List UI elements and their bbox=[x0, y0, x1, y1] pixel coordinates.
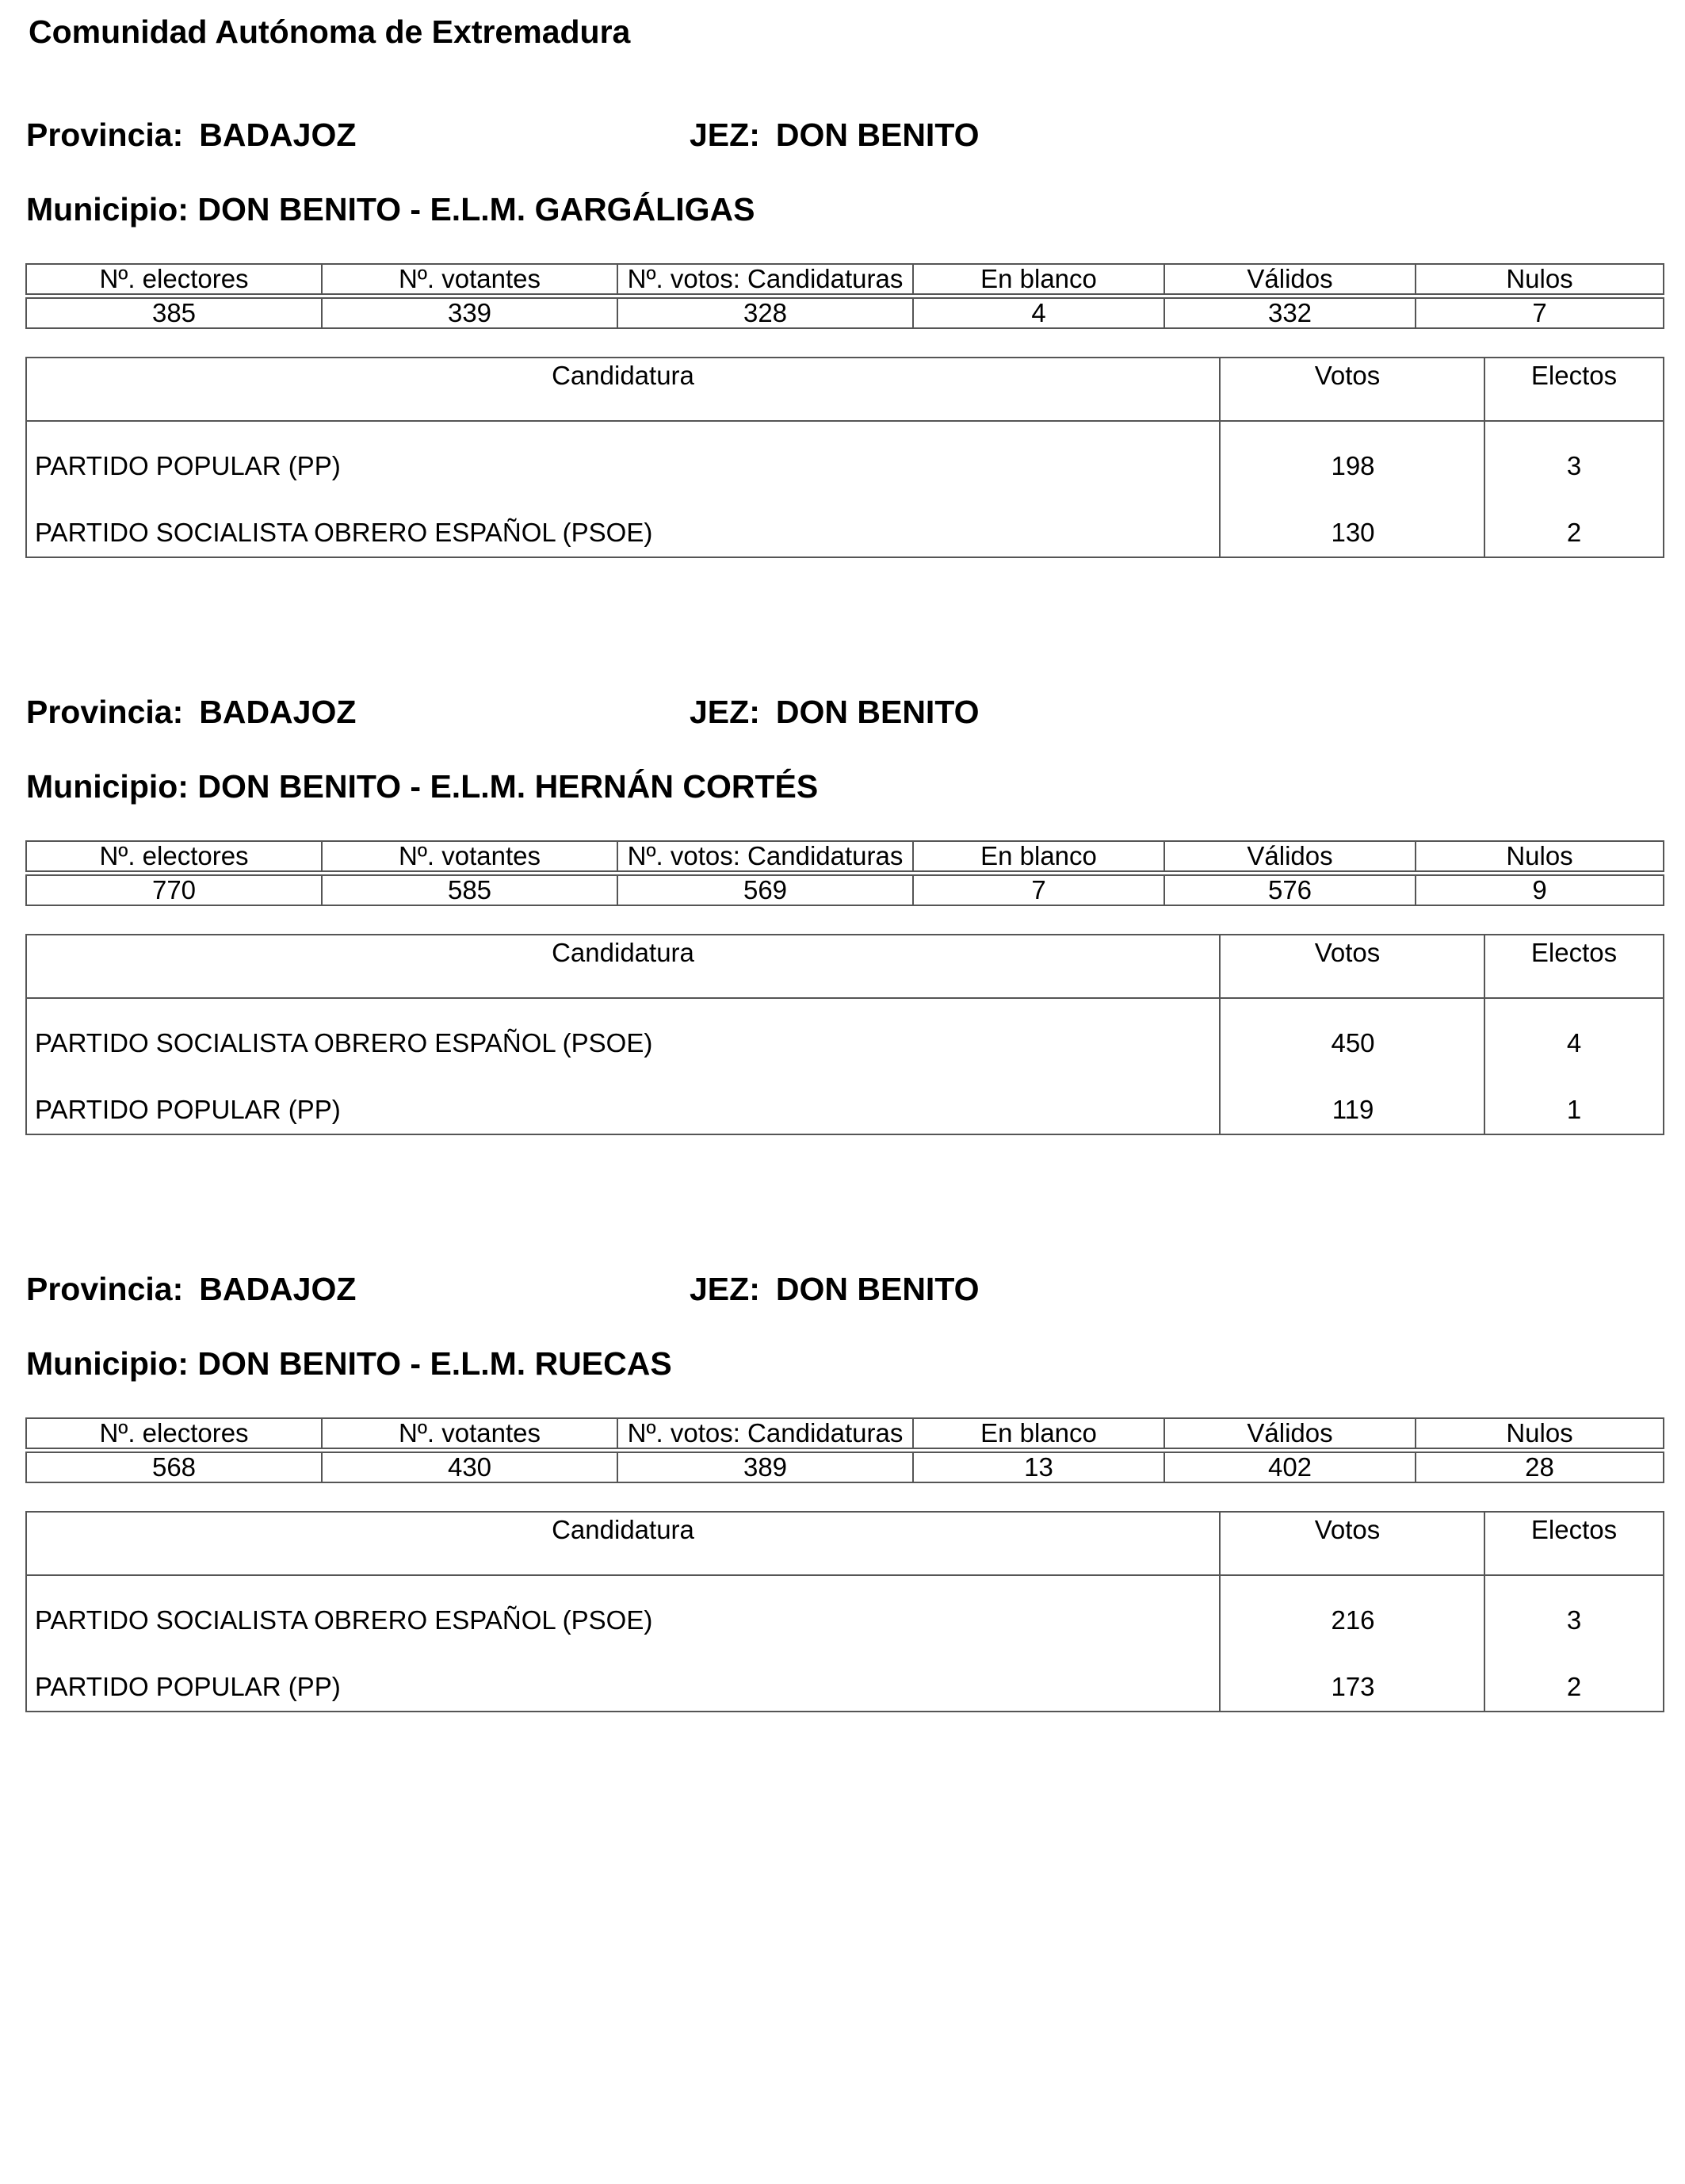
stats-electores: 770 bbox=[27, 876, 323, 905]
municipality-section bbox=[0, 691, 1685, 1262]
stats-header-votantes: Nº. votantes bbox=[323, 265, 618, 293]
stats-votantes: 430 bbox=[323, 1453, 618, 1482]
stats-table bbox=[25, 263, 1663, 328]
stats-electores: 568 bbox=[27, 1453, 323, 1482]
candidate-row bbox=[27, 1597, 1663, 1644]
stats-header-electores: Nº. electores bbox=[27, 842, 323, 870]
stats-nulos: 9 bbox=[1532, 876, 1547, 905]
stats-table bbox=[25, 1417, 1663, 1482]
candidates-table bbox=[25, 1511, 1664, 1712]
candidate-row bbox=[27, 1086, 1663, 1134]
candidate-row bbox=[27, 442, 1663, 490]
candidate-votos: 216 bbox=[1331, 1605, 1375, 1635]
candidate-row bbox=[27, 1663, 1663, 1711]
municipio-value: DON BENITO - E.L.M. RUECAS bbox=[197, 1345, 672, 1382]
municipality-section bbox=[0, 1268, 1685, 1839]
jez-value: DON BENITO bbox=[775, 117, 980, 153]
stats-table bbox=[25, 840, 1663, 905]
stats-header-validos: Válidos bbox=[1165, 1419, 1416, 1448]
provincia-value: BADAJOZ bbox=[199, 117, 357, 153]
stats-header-nulos: Nulos bbox=[1506, 265, 1573, 293]
candidate-votos: 130 bbox=[1331, 518, 1375, 547]
municipio-label: Municipio: bbox=[26, 191, 189, 228]
candidate-votos: 198 bbox=[1331, 451, 1375, 480]
jez-line bbox=[690, 114, 980, 155]
candidates-table bbox=[25, 357, 1664, 558]
municipio-value: DON BENITO - E.L.M. GARGÁLIGAS bbox=[197, 191, 755, 228]
stats-header-nulos: Nulos bbox=[1506, 1419, 1573, 1448]
municipio-line bbox=[26, 1343, 672, 1384]
provincia-value: BADAJOZ bbox=[199, 694, 357, 730]
candidate-electos: 2 bbox=[1566, 518, 1582, 547]
candidate-row bbox=[27, 509, 1663, 557]
provincia-line bbox=[26, 1268, 356, 1310]
stats-value-row bbox=[25, 1452, 1664, 1483]
candidate-name: PARTIDO POPULAR (PP) bbox=[35, 1672, 341, 1701]
candidate-row bbox=[27, 1019, 1663, 1067]
stats-header-votos-candidaturas: Nº. votos: Candidaturas bbox=[618, 1419, 914, 1448]
candidatura-header: Candidatura bbox=[552, 1515, 694, 1544]
stats-votos-candidaturas: 389 bbox=[618, 1453, 914, 1482]
candidate-electos: 3 bbox=[1566, 451, 1582, 480]
jez-line bbox=[690, 1268, 980, 1310]
municipio-value: DON BENITO - E.L.M. HERNÁN CORTÉS bbox=[197, 768, 819, 805]
stats-electores: 385 bbox=[27, 299, 323, 327]
candidatura-header: Candidatura bbox=[552, 361, 694, 390]
stats-votos-candidaturas: 328 bbox=[618, 299, 914, 327]
stats-header-validos: Válidos bbox=[1165, 265, 1416, 293]
municipio-line bbox=[26, 189, 755, 230]
stats-header-en-blanco: En blanco bbox=[914, 265, 1165, 293]
stats-header-votantes: Nº. votantes bbox=[323, 842, 618, 870]
stats-header-validos: Válidos bbox=[1165, 842, 1416, 870]
candidate-electos: 1 bbox=[1566, 1095, 1582, 1124]
candidate-votos: 173 bbox=[1331, 1672, 1375, 1701]
stats-header-votos-candidaturas: Nº. votos: Candidaturas bbox=[618, 265, 914, 293]
provincia-label: Provincia: bbox=[26, 1271, 184, 1307]
candidates-table bbox=[25, 934, 1664, 1135]
candidate-name: PARTIDO SOCIALISTA OBRERO ESPAÑOL (PSOE) bbox=[35, 1605, 653, 1635]
stats-validos: 576 bbox=[1165, 876, 1416, 905]
stats-en-blanco: 4 bbox=[914, 299, 1165, 327]
votos-header: Votos bbox=[1314, 361, 1381, 390]
provincia-line bbox=[26, 691, 356, 732]
document-title: Comunidad Autónoma de Extremadura bbox=[29, 13, 631, 50]
jez-value: DON BENITO bbox=[775, 694, 980, 730]
stats-votantes: 339 bbox=[323, 299, 618, 327]
electos-header: Electos bbox=[1530, 361, 1618, 390]
stats-nulos: 7 bbox=[1532, 299, 1547, 327]
candidate-name: PARTIDO SOCIALISTA OBRERO ESPAÑOL (PSOE) bbox=[35, 1028, 653, 1058]
stats-validos: 332 bbox=[1165, 299, 1416, 327]
jez-label: JEZ: bbox=[690, 694, 760, 730]
stats-validos: 402 bbox=[1165, 1453, 1416, 1482]
jez-label: JEZ: bbox=[690, 1271, 760, 1307]
header-divider bbox=[27, 997, 1663, 999]
votos-header: Votos bbox=[1314, 938, 1381, 967]
stats-nulos: 28 bbox=[1525, 1453, 1554, 1482]
municipio-label: Municipio: bbox=[26, 768, 189, 805]
provincia-value: BADAJOZ bbox=[199, 1271, 357, 1307]
stats-header-votos-candidaturas: Nº. votos: Candidaturas bbox=[618, 842, 914, 870]
electos-header: Electos bbox=[1530, 1515, 1618, 1544]
candidate-electos: 2 bbox=[1566, 1672, 1582, 1701]
provincia-label: Provincia: bbox=[26, 694, 184, 730]
candidate-name: PARTIDO SOCIALISTA OBRERO ESPAÑOL (PSOE) bbox=[35, 518, 653, 547]
stats-votantes: 585 bbox=[323, 876, 618, 905]
stats-value-row bbox=[25, 874, 1664, 906]
stats-header-electores: Nº. electores bbox=[27, 1419, 323, 1448]
stats-header-row bbox=[25, 263, 1664, 295]
candidate-electos: 3 bbox=[1566, 1605, 1582, 1635]
votos-header: Votos bbox=[1314, 1515, 1381, 1544]
candidate-name: PARTIDO POPULAR (PP) bbox=[35, 1095, 341, 1124]
municipio-line bbox=[26, 766, 818, 807]
stats-header-en-blanco: En blanco bbox=[914, 1419, 1165, 1448]
stats-en-blanco: 13 bbox=[914, 1453, 1165, 1482]
candidate-votos: 450 bbox=[1331, 1028, 1375, 1058]
jez-value: DON BENITO bbox=[775, 1271, 980, 1307]
stats-header-row bbox=[25, 1417, 1664, 1449]
stats-header-nulos: Nulos bbox=[1506, 842, 1573, 870]
municipio-label: Municipio: bbox=[26, 1345, 189, 1382]
candidate-votos: 119 bbox=[1332, 1095, 1374, 1124]
provincia-line bbox=[26, 114, 356, 155]
candidatura-header: Candidatura bbox=[552, 938, 694, 967]
stats-value-row bbox=[25, 297, 1664, 329]
stats-header-electores: Nº. electores bbox=[27, 265, 323, 293]
provincia-label: Provincia: bbox=[26, 117, 184, 153]
stats-header-votantes: Nº. votantes bbox=[323, 1419, 618, 1448]
jez-line bbox=[690, 691, 980, 732]
electos-header: Electos bbox=[1530, 938, 1618, 967]
header-divider bbox=[27, 1574, 1663, 1576]
stats-en-blanco: 7 bbox=[914, 876, 1165, 905]
stats-votos-candidaturas: 569 bbox=[618, 876, 914, 905]
header-divider bbox=[27, 420, 1663, 422]
candidate-name: PARTIDO POPULAR (PP) bbox=[35, 451, 341, 480]
jez-label: JEZ: bbox=[690, 117, 760, 153]
municipality-section bbox=[0, 114, 1685, 685]
stats-header-en-blanco: En blanco bbox=[914, 842, 1165, 870]
candidate-electos: 4 bbox=[1566, 1028, 1582, 1058]
stats-header-row bbox=[25, 840, 1664, 872]
